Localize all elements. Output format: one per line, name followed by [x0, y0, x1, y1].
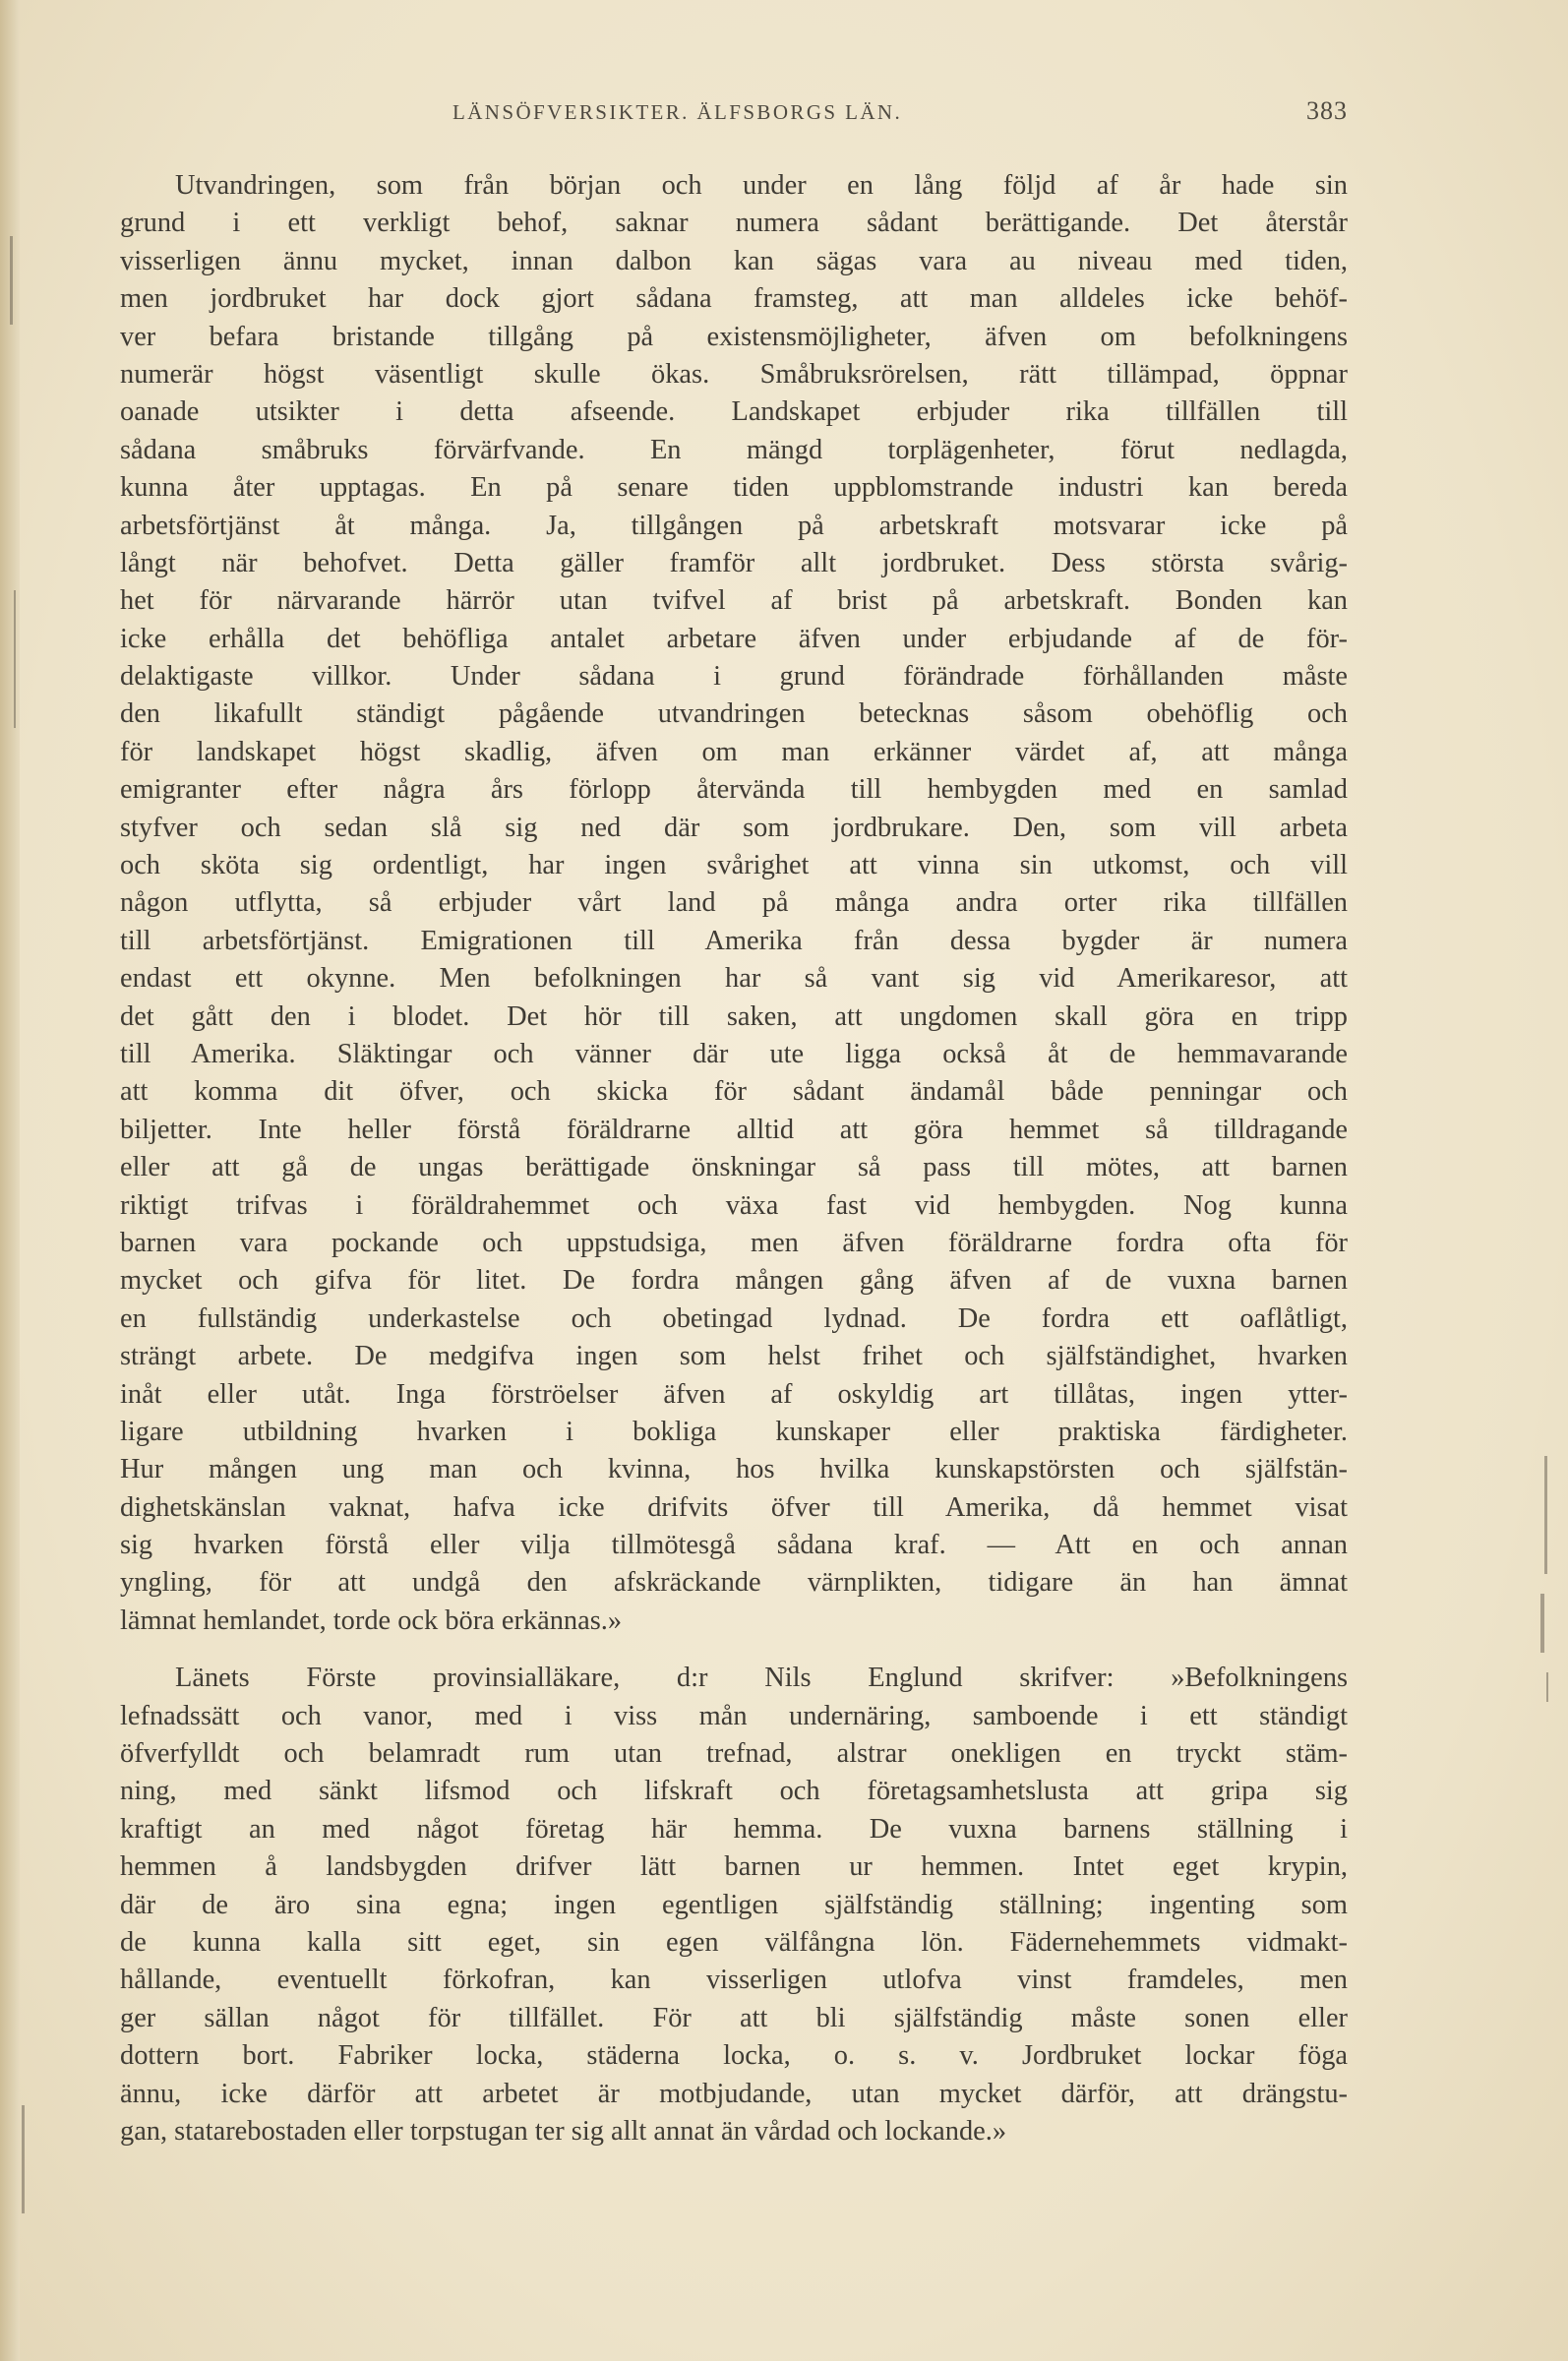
paragraph-gap — [120, 1640, 1348, 1660]
text-line: yngling, för att undgå den afskräckande värnplikten, tidigare än han ämnat — [120, 1567, 1348, 1599]
text-line: en fullständig underkastelse och obetingad lydnad. De fordra ett oaflåtligt, — [120, 1302, 1348, 1334]
text-line: dighetskänslan vaknat, hafva icke drifvits öfver till Amerika, då hemmet visat — [120, 1491, 1348, 1523]
text-line: att komma dit öfver, och skicka för sådant ändamål både penningar och — [120, 1076, 1348, 1108]
body-text — [120, 167, 1348, 2150]
text-line: ligare utbildning hvarken i bokliga kunskaper eller praktiska färdigheter. — [120, 1416, 1348, 1447]
text-line: Länets Förste provinsialläkare, d:r Nils Englund skrifver: »Befolkningens — [175, 1663, 1348, 1694]
text-line: gan, statarebostaden eller torpstugan ter sig allt annat än vårdad och lockande.» — [120, 2115, 1007, 2147]
text-line: delaktigaste villkor. Under sådana i grund förändrade förhållanden måste — [120, 661, 1348, 693]
scan-edge-mark — [1546, 1672, 1548, 1702]
text-line: barnen vara pockande och uppstudsiga, men äfven föräldrarne fordra ofta för — [120, 1227, 1348, 1258]
text-line: hållande, eventuellt förkofran, kan visserligen utlofva vinst framdeles, men — [120, 1965, 1348, 1996]
page-number: 383 — [1306, 96, 1348, 125]
text-line: hemmen å landsbygden drifver lätt barnen ur hemmen. Intet eget krypin, — [120, 1851, 1348, 1883]
running-header — [120, 94, 1348, 132]
text-line: lefnadssätt och vanor, med i viss mån undernäring, samboende i ett ständigt — [120, 1700, 1348, 1731]
text-line: riktigt trifvas i föräldrahemmet och växa fast vid hembygden. Nog kunna — [120, 1189, 1348, 1221]
text-line: kraftigt an med något företag här hemma. De vuxna barnens ställning i — [120, 1813, 1348, 1845]
text-line: till arbetsförtjänst. Emigrationen till Amerika från dessa bygder är numera — [120, 925, 1348, 956]
text-line: och sköta sig ordentligt, har ingen svårighet att vinna sin utkomst, och vill — [120, 850, 1348, 881]
text-line: där de äro sina egna; ingen egentligen själfständig ställning; ingenting som — [120, 1889, 1348, 1920]
text-line: mycket och gifva för litet. De fordra mången gång äfven af de vuxna barnen — [120, 1265, 1348, 1297]
text-line: det gått den i blodet. Det hör till saken, att ungdomen skall göra en tripp — [120, 1000, 1348, 1032]
text-line: ver befara bristande tillgång på existensmöjligheter, äfven om befolkningens — [120, 321, 1348, 352]
text-line: för landskapet högst skadlig, äfven om man erkänner värdet af, att många — [120, 736, 1348, 767]
text-line: lämnat hemlandet, torde ock böra erkännas.» — [120, 1604, 623, 1636]
text-line: inåt eller utåt. Inga förströelser äfven af oskyldig art tillåtas, ingen ytter- — [120, 1378, 1348, 1410]
text-line: ning, med sänkt lifsmod och lifskraft och företagsamhetslusta att gripa sig — [120, 1776, 1348, 1807]
text-line: sig hvarken förstå eller vilja tillmötesgå sådana kraf. — Att en och annan — [120, 1530, 1348, 1561]
text-line: kunna åter upptagas. En på senare tiden uppblomstrande industri kan bereda — [120, 472, 1348, 504]
scan-edge-mark — [10, 236, 13, 325]
text-line: biljetter. Inte heller förstå föräldrarne alltid att göra hemmet så tilldragande — [120, 1114, 1348, 1145]
scan-edge-mark — [14, 590, 16, 728]
text-line: öfverfylldt och belamradt rum utan trefnad, alstrar onekligen en tryckt stäm- — [120, 1738, 1348, 1770]
text-line: någon utflytta, så erbjuder vårt land på många andra orter rika tillfällen — [120, 887, 1348, 919]
paragraph — [120, 167, 1348, 1640]
scan-edge-mark — [1544, 1456, 1547, 1574]
text-line: emigranter efter några års förlopp återvända till hembygden med en samlad — [120, 774, 1348, 806]
text-line: eller att gå de ungas berättigade önskningar så pass till mötes, att barnen — [120, 1152, 1348, 1183]
text-line: Hur mången ung man och kvinna, hos hvilka kunskapstörsten och själfstän- — [120, 1454, 1348, 1485]
text-line: grund i ett verkligt behof, saknar numera sådant berättigande. Det återstår — [120, 208, 1348, 239]
text-line: visserligen ännu mycket, innan dalbon kan sägas vara au niveau med tiden, — [120, 245, 1348, 276]
text-line: men jordbruket har dock gjort sådana framsteg, att man alldeles icke behöf- — [120, 283, 1348, 315]
text-line: till Amerika. Släktingar och vänner där ute ligga också åt de hemmavarande — [120, 1038, 1348, 1069]
text-line: den likafullt ständigt pågående utvandringen betecknas såsom obehöflig och — [120, 698, 1348, 730]
text-line: dottern bort. Fabriker locka, städerna locka, o. s. v. Jordbruket lockar föga — [120, 2040, 1348, 2072]
text-line: ger sällan något för tillfället. För att bli själfständig måste sonen eller — [120, 2002, 1348, 2033]
scan-edge-mark — [22, 2105, 25, 2213]
page-gutter — [0, 0, 20, 2361]
text-line: Utvandringen, som från början och under en lång följd af år hade sin — [175, 170, 1348, 201]
text-line: de kunna kalla sitt eget, sin egen välfångna lön. Fädernehemmets vidmakt- — [120, 1926, 1348, 1958]
text-line: styfver och sedan slå sig ned där som jordbrukare. Den, som vill arbeta — [120, 812, 1348, 843]
text-line: arbetsförtjänst åt många. Ja, tillgången på arbetskraft motsvarar icke på — [120, 510, 1348, 541]
text-line: strängt arbete. De medgifva ingen som helst frihet och själfständighet, hvarken — [120, 1341, 1348, 1372]
text-line: oanade utsikter i detta afseende. Landskapet erbjuder rika tillfällen till — [120, 396, 1348, 428]
paragraph — [120, 1660, 1348, 2150]
scan-edge-mark — [1540, 1594, 1544, 1653]
text-line: sådana småbruks förvärfvande. En mängd torplägenheter, förut nedlagda, — [120, 434, 1348, 465]
text-line: het för närvarande härrör utan tvifvel af brist på arbetskraft. Bonden kan — [120, 585, 1348, 617]
text-line: numerär högst väsentligt skulle ökas. Småbruksrörelsen, rätt tillämpad, öppnar — [120, 358, 1348, 390]
text-line: ännu, icke därför att arbetet är motbjudande, utan mycket därför, att drängstu- — [120, 2078, 1348, 2109]
text-line: långt när behofvet. Detta gäller framför allt jordbruket. Dess största svårig- — [120, 547, 1348, 578]
text-line: endast ett okynne. Men befolkningen har så vant sig vid Amerikaresor, att — [120, 963, 1348, 995]
running-title: LÄNSÖFVERSIKTER. ÄLFSBORGS LÄN. — [452, 100, 903, 124]
text-line: icke erhålla det behöfliga antalet arbetare äfven under erbjudande af de för- — [120, 623, 1348, 654]
